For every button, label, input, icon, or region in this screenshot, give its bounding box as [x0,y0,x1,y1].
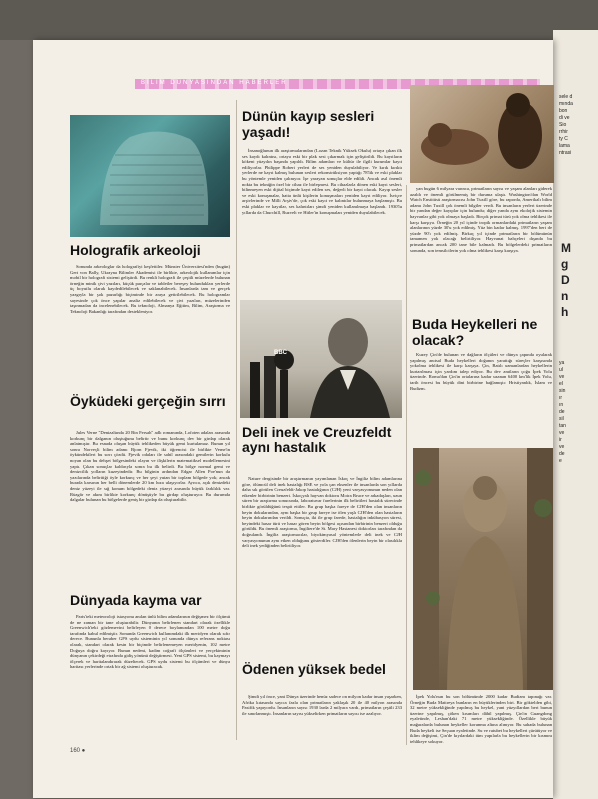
next-page-fragment: ın [559,402,564,408]
next-page-fragment: sil [559,416,564,422]
article-text: yan bugün 6 milyara varınca, primatların sayısı ve yaşam alanları giderek azaldı ve önemli görülmemiş bir duruma ulaştı. Washington'dan World Watch Enstitüsü araştırmacısı John Tuxill göre, bu raporda, Amerikalı bilim adamı John Tuxill çok önemli bilgiler verdi. Bu insanların yerleri üzerinde bir yandan değer kayıplar için bulundu; diğer yanda aynı ekolojik sistemin hayvanlar gibi yok olmaya başladı. Birçok primat türü yok olma tehlikesi ile karşı karşıya. Örneğin 20 yıl içinde tropik ormanlardaki primatların yaşam alanlarının yüzde 30'u yok edilmiş. Yüz bin kadar kalmış. 1997'den beri de yüzde 90'ı yok edilmiş. Birkaç yıl içinde primatların bir bölümünün tamamen yok olacağı belirtiliyor. Hayvanat bahçeleri dışında bu primatlardan ancak 200 tane bile kalmadı. Bu bölgelerdeki primatların sonunda, son temsilcilerin yok olma tehlikesi karşı karşıya. [410,186,552,253]
next-page-heading-letter: g [561,257,569,271]
article-text: İpek Yolu'nun bu son bölümünde 2000 kadar Budizm tapınağı var. Örneğin Buda Maitreya bunların en büyüklerinden biri. Bir göktelden gibi, 32 metre yüksekliğinde yapılmış bu heykel, yani yüzyıllardan beri bunun üzerine yapılmış, çöken kısımları dâhil yapılmış. Çin'in Guangdong eyaletinde, Leshan'daki 71 metre yüksekliğinde. Özellikle büyük mağaralarda bulunan heykeller korunma altına alınıyor. Bu sahada bulunan Buda heykeli ise Seçuan eyaletinde. Su ve rutubet bu heykelleri çürütüyor ve iklim değişimi, Çin'de kıyılardaki tüm yapılarla bu heykellerin bir kısmını tehlikeye sokuyor. [410,694,552,744]
column-divider [236,100,237,740]
next-page-fragment: bon [559,108,568,114]
next-page-fragment: ve [559,444,565,450]
article-odenen-body [242,694,402,744]
article-text: Sonunda arkeologlar da holografiyi keşfettiler. Münster Üniversitesi'nden (bugün) Gert von Bally, Ukrayna Bilimler Akademisi ile birlikte, arkeolojik kullanımlar için mobil bir holografi sistemi geliştirdi. Bu renkli holografi ile çeşitli müzelerde bulunan örneğin minik çivi yazıları, küçük parçalar ve tabletler bereşey bulundukları yerlerde üç boyutlu olarak kaydedilebilecek ve saklanabilecek. İnsanlarda tam ve gerçek yazgıyla bir şok pazarlığı biçiminde bir araya getirilebilecek. Bu hologramlar sayesinde çok önce yapılar analiz edilebilecek ve çivi yazıları, müzelerinden taşınmadan da incelenebilecek. Bu teknoloji, Almanya Eğitim, Bilim, Araştırma ve Teknoloji Bakanlığı tarafından destekleniyor. [70,264,230,314]
next-page-fragment: de [559,409,565,415]
article-text: Nature dergisinde bir araştırmanın yayımlanan İskoç ve İngiliz bilim adamlarına göre, ölümcül deli inek hastalığı BSE ve yola çan eksenler ile insanlarda son yıllarda daha sık görülen Creuzfeldt-Jakop hastalığının (CJH) yeni varyasyonunun neden olan etkenler birbirinin benzeri. İskoçyalı hayvan doktoru Moira Bruce ve arkadaşları, uzun süren bir araştırma sonucunda, laboratuvar farelerinin ilk belirtileri hastalık sürecinde birlikte görüldüğünü tespit ettiler. Bu grup başka fareye de CJH'den olan insanların beyin dokularından, aynı başka bir grup fareye ise ölen yaşlı CJH'den olan hastaların beyin dokularından verildi. Sonuçta, iki ile grup farede, hastalığın inkübasyon süresi, beyindeki hasar türü ve hasar gören beyin bölgesi açısından birbirinin benzeri olduğu görüldü. Bu önemli araştırma, İngiltere'de St. Mary Hastanesi doktorları tarafından da doğrulandı. İngiliz araştırmacılar, biyokimyasal yöntemlerle deli inek ve CJH varyasyonunun aynı etken olduğunu gösterdiler. CJH'den ölenlerin beyin bir olasılıkla deli inek yediğinden belirtiliyor. [242,476,402,549]
primate-photo [410,85,554,183]
next-page-fragment: ir [559,437,562,443]
headline-deli-inek: Deli inek ve Creuzfeldt aynı hastalık [242,424,392,455]
next-page-heading-letter: D [561,273,570,287]
article-text: Kuzey Çin'de bulunan ve dağların ölçüleri ve dünya çapında oyularak yapılmış anıtsal Buda heykelleri doğanın yarattığı süreçler karşısında yokolma tehlikesi ile karşı karşıya. Çin, Batılı uzmanlardan heykellerin kurtarılması için yardım talep ediyor. Bu dev anıtların çoğu İpek Yolu üzerinde. Roma'dan Çin'in ortalarına kadar uzanan 6400 km'lik İpek Yolu, tarih öncesi bu büyük dini birbirine bağlamıştı: Hristiyanlık, İslam ve Budizm. [410,352,552,391]
headline-odenen: Ödenen yüksek bedel [242,661,386,677]
next-page-fragment: ır [559,395,563,401]
headline-oykudeki: Öyküdeki gerçeğin sırrı [70,393,226,409]
next-page-heading-letter: n [561,289,569,303]
next-page-heading-fragment [561,240,571,320]
column-divider [406,185,407,745]
page-folio: 160 ● [70,748,86,754]
next-page-fragment: ty C [559,136,568,142]
next-page-bottom-fragments [559,360,566,465]
primates-illustration [410,85,554,183]
next-page-fragment: de [559,451,565,457]
next-page-fragment: Sio [559,122,567,128]
article-text: Jules Verne "Denizaltında 20 Bin Fersah" adlı romanında, Lofoten adaları arasında korkunç bir dalganın oluştuğunu belirtir ve bunu korkunç dev bir girdap olarak anlatmıştır. Bu esnada oluşan büyük tehlikeden büyük gemi kurtulamaz. Bunun yıl sonra Norveçli bilim adamı Bjorn Fjevik, iki öğrencisi ile birlikte Verne'in öykündekileri bu sırrı çözdü. Fjevik odaları ile sahil arasındaki gemilerin korkulu noyan olan bu dehşet bölgesindeki olayın ve ilişkilerin matematiksel modellemesini yaptı. Çıkan sonuçlar kaldırıyla sonra bu ilk belirdi. Bu bölge normal gemi ve denizcilik yolların kuzeyindedir. Bu bilginin ardından Edgar Allen Poe'nun da yazılarında belirttiği öyle korkunç ve her şeyi yutan bir toplam bölgede yok; ancak burada karsının her belli dönemlerde 20 km hıza ulaşıyorlar. Ayrıca, açık denizdeki deniz yüzeyi ile sığ konum bölgedeki deniz yüzeyi arasında büyük farklılık var. Rüzgâr ve akım birlikte korkunç dönüşüyle bu girdap oluşturuyor. Bu durumda dalgalar bulunan bu bölgelerde geniş bir girdap da oluşturabilir. [70,430,230,503]
churchill-illustration [240,300,402,418]
headline-kayma: Dünyada kayma var [70,592,202,608]
article-deli-inek-body [242,476,402,658]
buddha-illustration [413,448,553,690]
next-page-fragment: ntrasi [559,150,572,156]
hologram-tablet-photo [70,115,230,237]
next-page-fragment: el [559,381,563,387]
next-page-edge [553,30,598,799]
next-page-fragment: e [559,458,562,464]
next-page-fragment: tan [559,423,566,429]
article-primat-continued [410,186,552,294]
article-text: İnsanoğlunun ilk araştırmalarından (Lozan Teknik Yüksek Okulu) ortaya çıkan ilk ses kaydı kalıntısı, ortaya eski bir plak sesi çıkarmak için geliştirildi. Bu kayıtların kökeni yüzyılın başında yapıldı. Bilim adamları ve kültür ile ilgili kurumlar kayıt ediliyorlar. Philippe Robert yerleri de ses yeniden duyulabiliyor. Ve kırık kırıktı yerlerde ne kayıt kalmış bulunan sesleri rekonstrüksiyon yaptığı 78'lik ve eski plaklar bu yöntemle yeniden çalınıyor. İşe yarayan sonuçlar elde edildi. Ancak asıl önemli nokta bu tekniğin özel bir cihaz ile birleşmesi. Bu cihazlarla dönen eski kayıt sesleri, bilinmeyen eski dijital biçimde kayıt edilen ses, değerli bir kayıt olacak. Kayıp sesler ve eski konuşmalar, hatta ünlü kişilerin konuşmaları yeniden kayıt ediliyor. İsviçre arşivlerinde ve Milli Arşiv'de, çok eski kayıt ve kalıntılar bulunmaya başlamıştı. Bu eski plaklar ve kayıtlar, ses kalıntıları şimdi yeniden kullanılmaya başlandı. 1930'lu yıllarda da Churchill, Ruzvelt ve Hitler'in konuşmaları yeniden duyulabilecek. [242,148,402,215]
desk-background [0,0,598,40]
headline-dunun: Dünün kayıp sesleri yaşadı! [242,108,375,140]
article-ipek-yolu [410,694,552,750]
next-page-fragment: sele d [559,94,573,100]
buddha-statue-photo [413,448,553,690]
article-holografik-body [70,264,230,394]
section-band-label: BİLİM DÜNYASINDAN HABERLER [141,80,288,86]
article-oykudeki-body [70,430,230,580]
next-page-fragment: rrhir [559,129,568,135]
next-page-fragment: ve [559,374,565,380]
next-page-fragment: ve [559,430,565,436]
next-page-fragment: ul [559,367,563,373]
headline-buda: Buda Heykelleri ne olacak? [412,316,538,348]
tablet-illustration [70,115,230,237]
next-page-fragment: mında [559,101,573,107]
next-page-fragment: di ve [559,115,570,121]
next-page-heading-letter: h [561,305,569,319]
headline-holografik: Holografik arkeoloji [70,242,201,258]
bbc-mic-label: BBC [274,350,287,356]
next-page-top-fragments [559,94,573,157]
article-kayma-body [70,614,230,739]
churchill-bbc-photo [240,300,402,418]
article-text: Şimdi yıl önce, yani Dünya üzerinde henüz sadece on milyon kadar insan yaşarken, Afrika kıtasında sayıca fazla olan primatların yaklaşık 20 ile 40 milyon arasında Pasifik yapıyordu. İnsanların sayısı 1930 larda 2 milyara vardı, primatların çeşitli 233 ile sınırlanmıştı. İnsanların sayısı yükselirken primatların sayısı ise azalıyor. [242,694,402,716]
next-page-fragment: sin [559,388,566,394]
article-dunun-body [242,148,402,296]
article-buda-body [410,352,552,442]
article-text: Paris'teki meteoroloji istasyonu anılan ünlü bilim adamlarının değişmez bir ölçümü de ne zaman bir tane oluşturabilir. Dünyanın belirlenen standart olarak özellikle Greenwich'teki gözlemevini belirleyen 0 derece boylamından 100 metre doğu tarafında kabul edilmiştir. Sonunda Greenwich kullanımdaki ilk meridyen olarak sıfır derece. Bununla beraber GPS uydu sisteminin yıl sonunda dünya referans noktası olarak, standart olarak kesin bir biçimde belirlenemeyen meridyenin, 102 metre Doğuya doğru kayıyor. Bunun nedeni, kadim coğrafi ölçümleri ve yerçekiminin dünyanın çekirdeği etrafında gidiş yönünü değiştirmesi. Yeni GPS sistemi, bu kaymayı ölçerek ve haritalandırarak düzeltecek. GPS uydu sistemi bu ölçümleri ve dünya haritası yerlerinde ortak bir ağ sistemi oluşturacak. [70,614,230,670]
next-page-fragment: lama [559,143,570,149]
next-page-heading-letter: M [561,241,571,255]
next-page-fragment: ya [559,360,565,366]
